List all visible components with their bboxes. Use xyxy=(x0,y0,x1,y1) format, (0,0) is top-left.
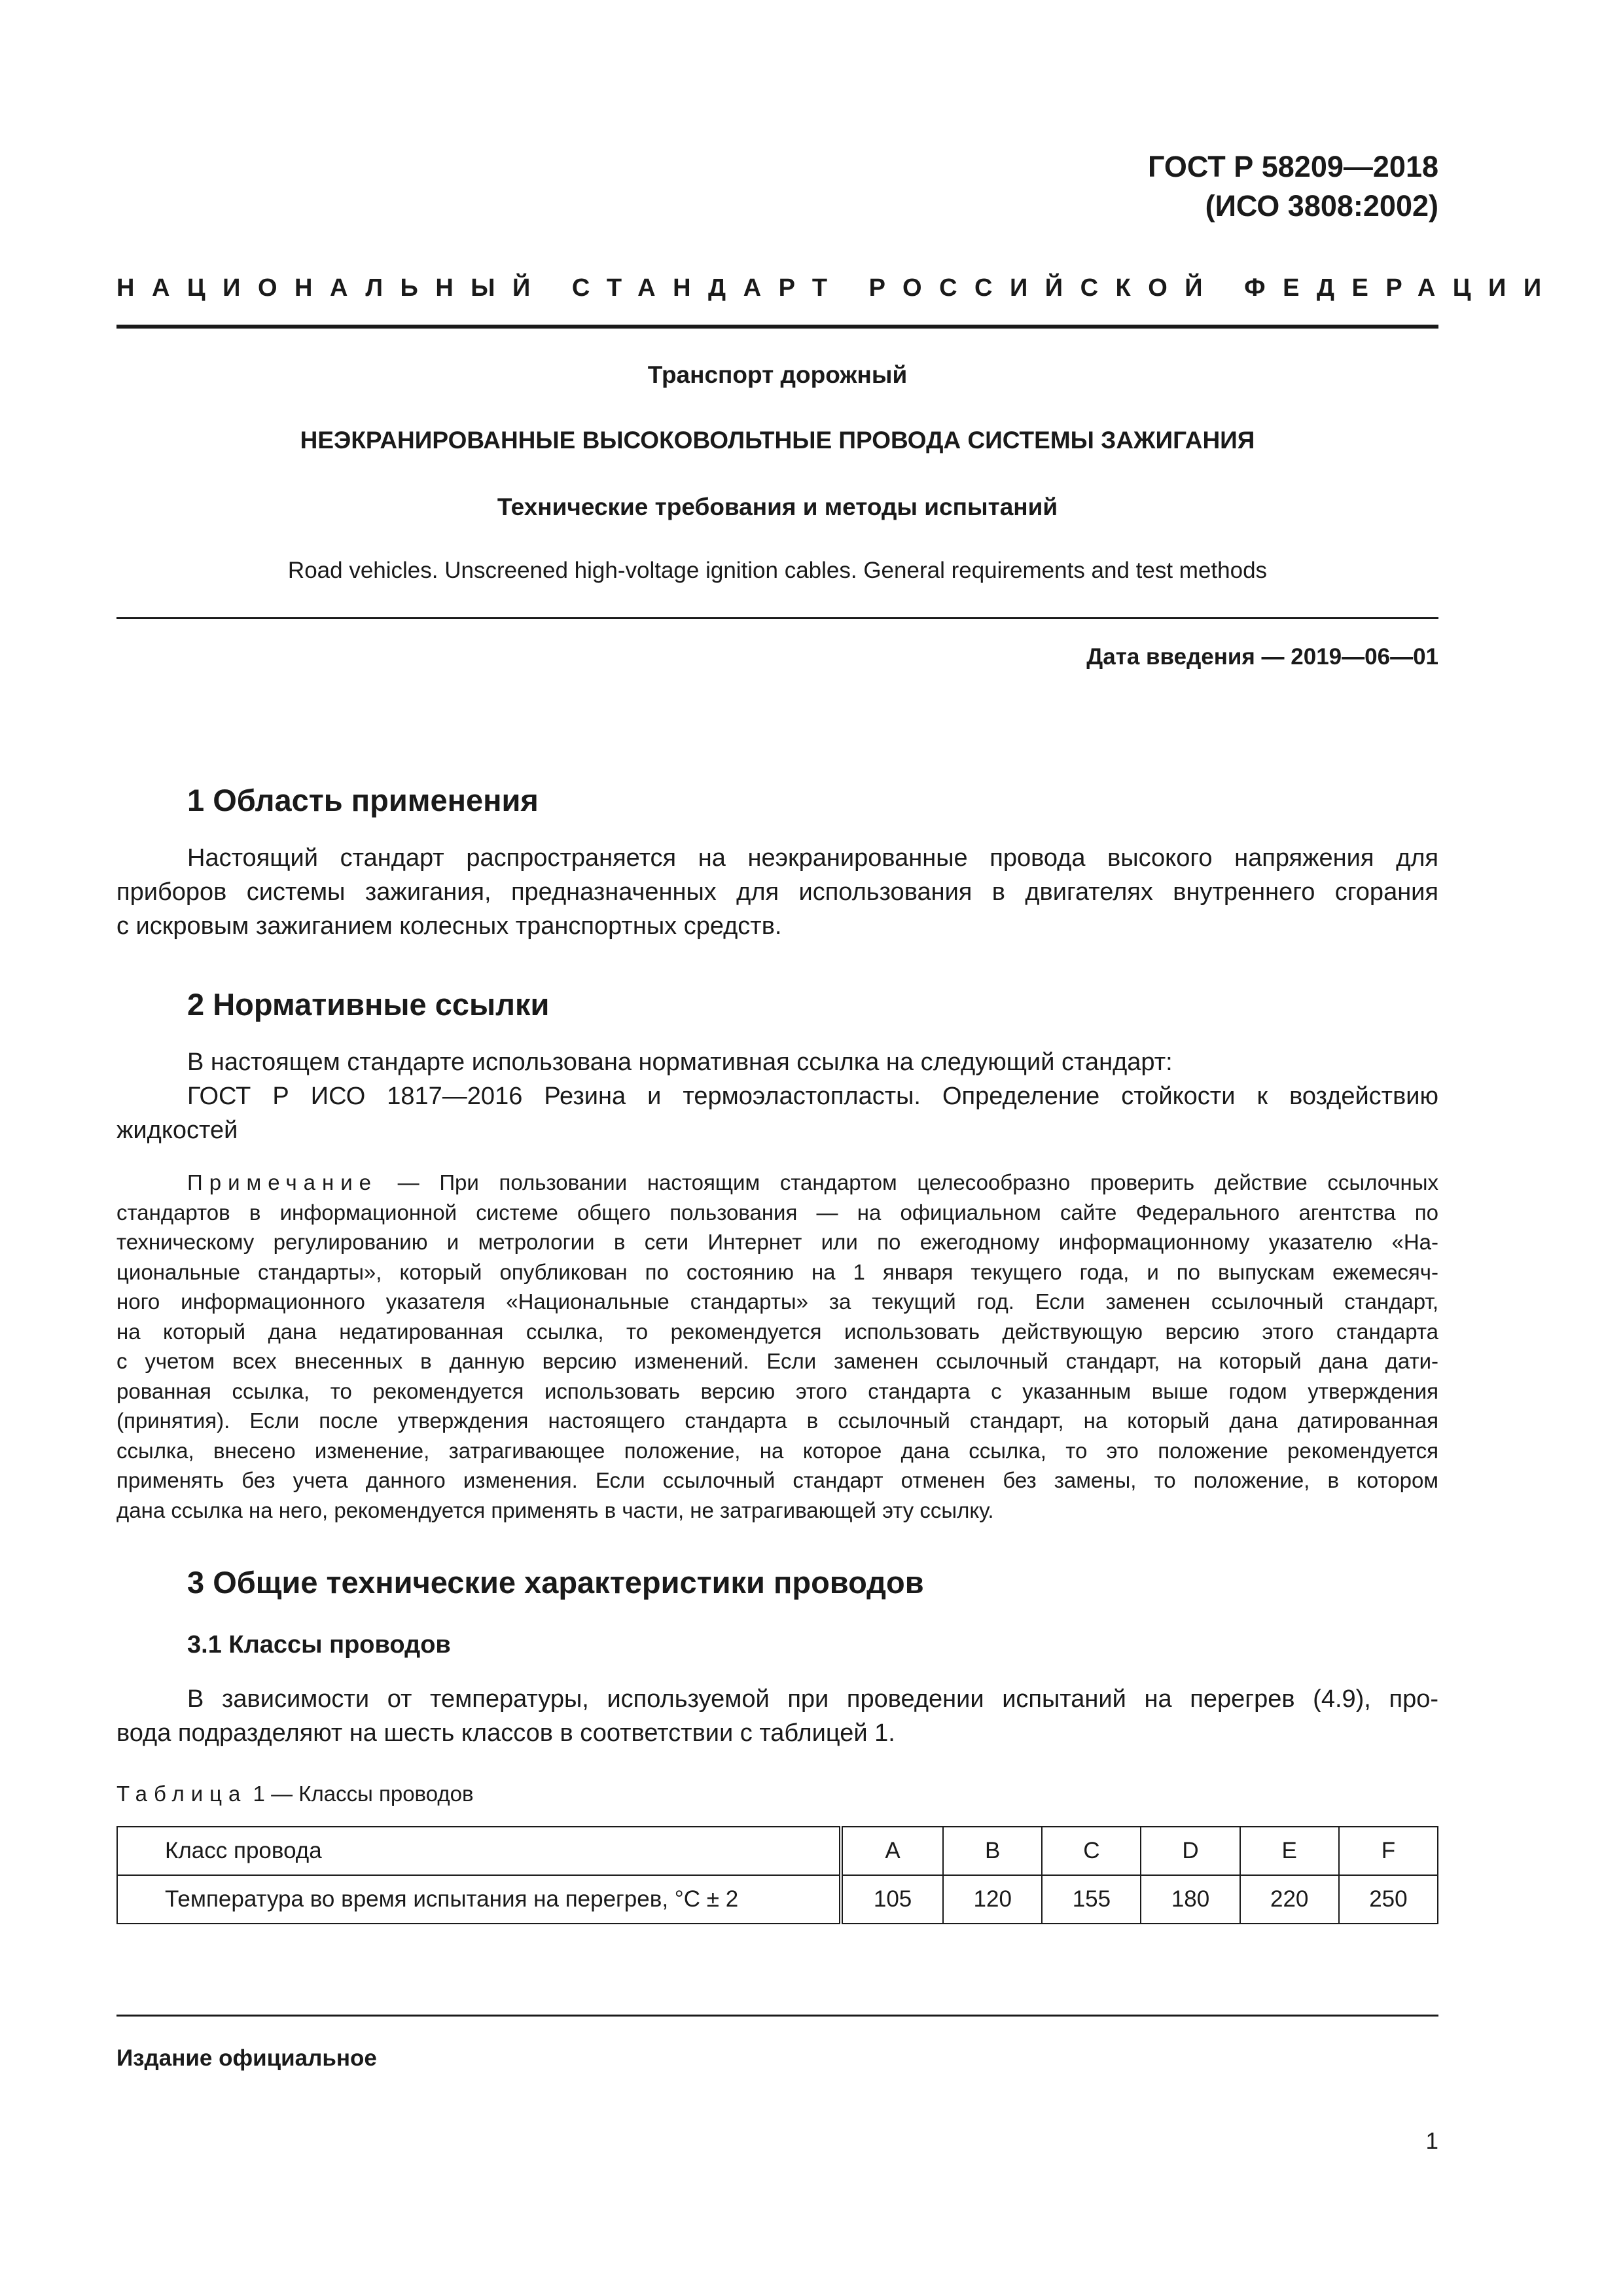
header-divider xyxy=(116,325,1438,329)
standard-number: ГОСТ Р 58209—2018 xyxy=(1147,150,1438,183)
title-divider xyxy=(116,617,1438,619)
note-line: дана ссылка на него, рекомендуется применять в части, не затрагивающей эту ссылку. xyxy=(116,1498,994,1522)
section-2-heading: 2 Нормативные ссылки xyxy=(187,987,550,1022)
normative-reference: ГОСТ Р ИСО 1817—2016 Резина и термоэластопласты. Определение стойкости к воздействию xyxy=(187,1083,1438,1110)
table-caption-text: 1 — Классы проводов xyxy=(247,1782,474,1806)
normative-reference-continuation: жидкостей xyxy=(116,1117,238,1144)
table-cell-class: C xyxy=(1042,1827,1141,1875)
table-caption xyxy=(116,1779,473,1808)
table-cell-class: A xyxy=(841,1827,943,1875)
page-number: 1 xyxy=(1425,2128,1438,2154)
section-1-line: Настоящий стандарт распространяется на неэкранированные провода высокого напряжения для xyxy=(187,844,1438,872)
standard-designation xyxy=(1148,147,1438,226)
table-cell-class: D xyxy=(1141,1827,1240,1875)
table-cell-temperature: 250 xyxy=(1339,1875,1438,1924)
section-1-text xyxy=(116,841,1438,943)
section-1-line: приборов системы зажигания, предназначенных для использования в двигателях внутреннего сгорания xyxy=(116,878,1438,906)
table-cell-class: B xyxy=(943,1827,1042,1875)
table-cell-temperature: 120 xyxy=(943,1875,1042,1924)
edition-label: Издание официальное xyxy=(116,2045,377,2071)
section-1-heading: 1 Область применения xyxy=(187,783,539,817)
section-3-text xyxy=(116,1682,1438,1750)
table-row xyxy=(117,1875,1438,1924)
document-page xyxy=(116,0,1559,2296)
footer-divider xyxy=(116,2015,1438,2017)
table-caption-label: Таблица xyxy=(116,1782,247,1806)
note-line: ного информационного указателя «Национальные стандарты» за текущий год. Если заменен ссылочный стандарт, xyxy=(116,1289,1438,1314)
subsection-3-1-heading: 3.1 Классы проводов xyxy=(187,1631,451,1659)
table-row xyxy=(117,1827,1438,1875)
note-line: (принятия). Если после утверждения настоящего стандарта в ссылочный стандарт, на который дана датированная xyxy=(116,1408,1438,1433)
english-title: Road vehicles. Unscreened high-voltage ignition cables. General requirements and test methods xyxy=(287,558,1268,583)
table-cell-temperature: 220 xyxy=(1240,1875,1339,1924)
table-cell-temperature: 180 xyxy=(1141,1875,1240,1924)
section-3-line: В зависимости от температуры, используемой при проведении испытаний на перегрев (4.9), про- xyxy=(187,1685,1438,1713)
table-cell-temperature: 155 xyxy=(1042,1875,1141,1924)
note-line: стандартов в информационной системе общего пользования — на официальном сайте Федерального агентства по xyxy=(116,1200,1438,1225)
section-3-line: вода подразделяют на шесть классов в соответствии с таблицей 1. xyxy=(116,1719,895,1747)
iso-reference: (ИСО 3808:2002) xyxy=(1205,189,1438,223)
cable-classes-table xyxy=(116,1826,1438,1924)
section-2-text xyxy=(116,1045,1438,1147)
section-1-line: с искровым зажиганием колесных транспортных средств. xyxy=(116,912,782,940)
section-2-intro: В настоящем стандарте использована нормативная ссылка на следующий стандарт: xyxy=(187,1049,1173,1076)
note-text: — При пользовании настоящим стандартом целесообразно проверить действие ссылочных xyxy=(378,1170,1438,1194)
note-line: применять без учета данного изменения. Если ссылочный стандарт отменен без замены, то положение, в котором xyxy=(116,1468,1438,1492)
note-block xyxy=(116,1168,1438,1525)
document-title: НЕЭКРАНИРОВАННЫЕ ВЫСОКОВОЛЬТНЫЕ ПРОВОДА СИСТЕМЫ ЗАЖИГАНИЯ xyxy=(300,427,1255,454)
table-cell-class: E xyxy=(1240,1827,1339,1875)
table-row-label: Температура во время испытания на перегрев, °С ± 2 xyxy=(117,1875,841,1924)
table-cell-temperature: 105 xyxy=(841,1875,943,1924)
document-subtitle: Технические требования и методы испытаний xyxy=(497,493,1058,520)
section-3-heading: 3 Общие технические характеристики проводов xyxy=(187,1565,924,1600)
note-line: циональные стандарты», который опубликован по состоянию на 1 января текущего года, и по выпускам ежемесяч- xyxy=(116,1259,1438,1284)
document-subject: Транспорт дорожный xyxy=(647,361,908,388)
note-line: на который дана недатированная ссылка, то рекомендуется использовать действующую версию этого стандарта xyxy=(116,1319,1438,1344)
table-row-label: Класс провода xyxy=(117,1827,841,1875)
note-line: рованная ссылка, то рекомендуется использовать версию этого стандарта с указанным выше годом утверждения xyxy=(116,1378,1438,1403)
note-line: техническому регулированию и метрологии в сети Интернет или по ежегодному информационному указателю «На- xyxy=(116,1230,1438,1254)
note-label: Примечание xyxy=(187,1170,378,1194)
table-cell-class: F xyxy=(1339,1827,1438,1875)
introduction-date: Дата введения — 2019—06—01 xyxy=(1086,644,1438,670)
national-standard-title: НАЦИОНАЛЬНЫЙ СТАНДАРТ РОССИЙСКОЙ ФЕДЕРАЦИИ xyxy=(116,274,1559,302)
note-line: с учетом всех внесенных в данную версию изменений. Если заменен ссылочный стандарт, на который дана дати- xyxy=(116,1349,1438,1373)
note-line xyxy=(116,1168,1438,1198)
note-line: ссылка, внесено изменение, затрагивающее положение, на которое дана ссылка, то это положение рекомендуется xyxy=(116,1438,1438,1463)
